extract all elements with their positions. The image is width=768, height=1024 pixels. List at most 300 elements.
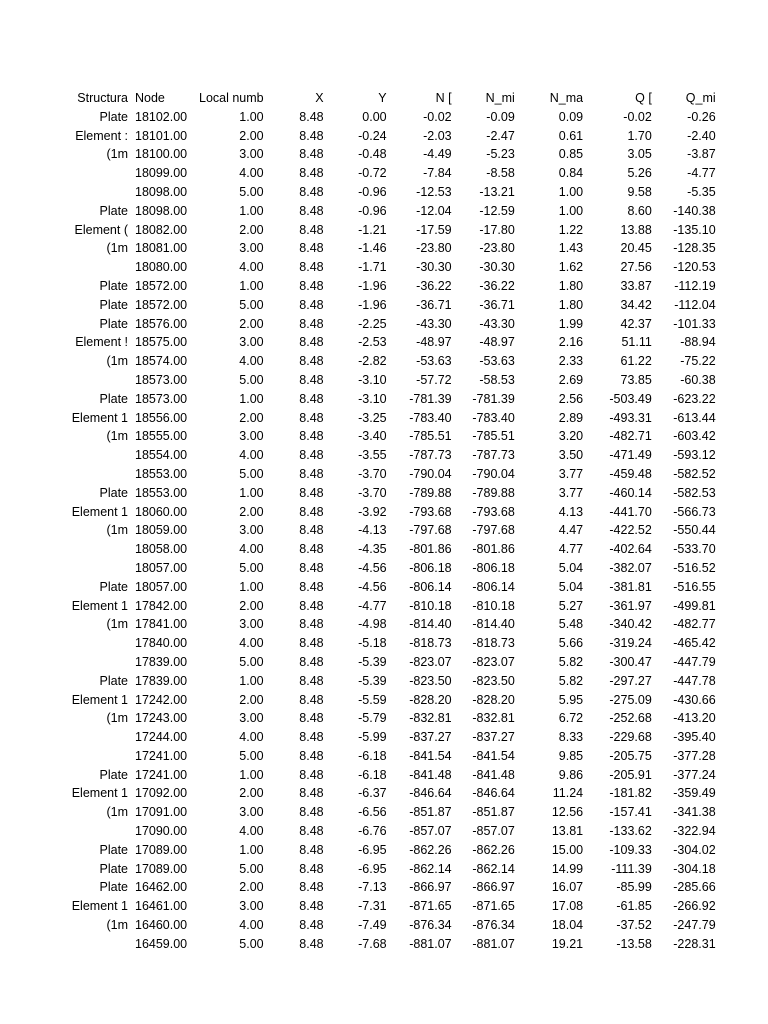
header-n-max[interactable]: N_ma: [549, 91, 584, 105]
q-min-cell[interactable]: -377.28: [673, 748, 716, 763]
q-min-cell[interactable]: -120.53: [673, 260, 716, 275]
n-max-cell[interactable]: 5.66: [558, 636, 584, 651]
n-max-cell[interactable]: 11.24: [552, 786, 584, 801]
local-number-cell[interactable]: 1.00: [239, 673, 264, 688]
structure-cell[interactable]: Plate: [99, 485, 128, 500]
local-number-cell[interactable]: 2.00: [239, 880, 264, 895]
q-min-cell[interactable]: -516.55: [673, 579, 716, 594]
x-cell[interactable]: 8.48: [299, 542, 324, 557]
y-cell[interactable]: -2.53: [358, 335, 387, 350]
n-min-cell[interactable]: -30.30: [479, 260, 515, 275]
x-cell[interactable]: 8.48: [299, 372, 324, 387]
n-cell[interactable]: -832.81: [409, 711, 452, 726]
n-max-cell[interactable]: 4.13: [558, 504, 584, 519]
node-cell[interactable]: 18098.00: [135, 184, 188, 199]
y-cell[interactable]: -6.76: [358, 824, 387, 839]
n-min-cell[interactable]: -5.23: [486, 147, 515, 162]
structure-cell[interactable]: [0, 935, 130, 954]
q-min-cell[interactable]: -4.77: [687, 166, 716, 181]
node-cell[interactable]: 18100.00: [135, 147, 188, 162]
y-cell[interactable]: -7.68: [358, 936, 387, 951]
n-max-cell[interactable]: 13.81: [551, 824, 584, 839]
n-min-cell[interactable]: -841.54: [472, 748, 515, 763]
n-min-cell[interactable]: -862.14: [472, 861, 515, 876]
structure-cell[interactable]: Plate: [99, 316, 128, 331]
n-cell[interactable]: -790.04: [409, 466, 452, 481]
n-min-cell[interactable]: -48.97: [479, 335, 515, 350]
structure-cell[interactable]: [0, 371, 130, 390]
header-q-min[interactable]: Q_mi: [685, 91, 716, 105]
x-cell[interactable]: 8.48: [299, 429, 324, 444]
x-cell[interactable]: 8.48: [299, 354, 324, 369]
n-min-cell[interactable]: -857.07: [472, 824, 515, 839]
n-max-cell[interactable]: 0.09: [558, 109, 584, 124]
local-number-cell[interactable]: 1.00: [239, 278, 264, 293]
node-cell[interactable]: 18554.00: [135, 448, 188, 463]
q-cell[interactable]: -205.75: [609, 748, 652, 763]
q-cell[interactable]: -205.91: [609, 767, 652, 782]
n-cell[interactable]: -841.54: [409, 748, 452, 763]
n-cell[interactable]: -17.59: [416, 222, 452, 237]
n-cell[interactable]: -862.26: [409, 842, 452, 857]
node-cell[interactable]: 17841.00: [135, 617, 188, 632]
n-cell[interactable]: -53.63: [416, 354, 452, 369]
n-cell[interactable]: -57.72: [416, 372, 452, 387]
structure-cell[interactable]: Element 1: [71, 786, 128, 801]
q-cell[interactable]: -297.27: [609, 673, 652, 688]
header-local-number[interactable]: Local numb: [199, 91, 264, 105]
node-cell[interactable]: 18101.00: [135, 128, 188, 143]
y-cell[interactable]: -7.13: [358, 880, 387, 895]
n-min-cell[interactable]: -0.09: [486, 109, 515, 124]
y-cell[interactable]: -2.82: [358, 354, 387, 369]
n-cell[interactable]: -876.34: [409, 918, 452, 933]
q-cell[interactable]: 9.58: [627, 184, 652, 199]
x-cell[interactable]: 8.48: [299, 711, 324, 726]
q-min-cell[interactable]: -135.10: [673, 222, 716, 237]
q-cell[interactable]: -181.82: [609, 786, 652, 801]
local-number-cell[interactable]: 4.00: [239, 448, 264, 463]
n-max-cell[interactable]: 15.00: [551, 842, 584, 857]
n-cell[interactable]: -12.04: [416, 203, 452, 218]
n-min-cell[interactable]: -13.21: [479, 184, 515, 199]
y-cell[interactable]: -4.98: [358, 617, 387, 632]
node-cell[interactable]: 18059.00: [135, 523, 188, 538]
node-cell[interactable]: 18057.00: [135, 560, 188, 575]
q-cell[interactable]: 42.37: [620, 316, 652, 331]
local-number-cell[interactable]: 4.00: [239, 730, 264, 745]
node-cell[interactable]: 18553.00: [135, 466, 188, 481]
n-max-cell[interactable]: 1.22: [558, 222, 584, 237]
y-cell[interactable]: -4.13: [358, 523, 387, 538]
q-cell[interactable]: -319.24: [609, 636, 652, 651]
n-min-cell[interactable]: -58.53: [479, 372, 515, 387]
n-max-cell[interactable]: 5.82: [558, 654, 584, 669]
q-min-cell[interactable]: -533.70: [673, 542, 716, 557]
q-min-cell[interactable]: -550.44: [673, 523, 716, 538]
q-min-cell[interactable]: -623.22: [673, 391, 716, 406]
n-min-cell[interactable]: -832.81: [472, 711, 515, 726]
n-cell[interactable]: -828.20: [409, 692, 452, 707]
local-number-cell[interactable]: 4.00: [239, 166, 264, 181]
x-cell[interactable]: 8.48: [299, 617, 324, 632]
n-min-cell[interactable]: -866.97: [472, 880, 515, 895]
y-cell[interactable]: -7.49: [358, 918, 387, 933]
node-cell[interactable]: 18572.00: [135, 278, 188, 293]
n-min-cell[interactable]: -783.40: [472, 410, 515, 425]
x-cell[interactable]: 8.48: [299, 203, 324, 218]
structure-cell[interactable]: [0, 822, 130, 841]
q-cell[interactable]: -340.42: [609, 617, 652, 632]
structure-cell[interactable]: Element :: [75, 128, 128, 143]
n-min-cell[interactable]: -781.39: [472, 391, 515, 406]
n-min-cell[interactable]: -36.22: [479, 278, 515, 293]
node-cell[interactable]: 18057.00: [135, 579, 188, 594]
n-max-cell[interactable]: 2.33: [558, 354, 584, 369]
node-cell[interactable]: 18576.00: [135, 316, 188, 331]
y-cell[interactable]: -3.55: [358, 448, 387, 463]
q-min-cell[interactable]: -285.66: [673, 880, 716, 895]
n-cell[interactable]: -781.39: [409, 391, 452, 406]
q-min-cell[interactable]: -516.52: [673, 560, 716, 575]
local-number-cell[interactable]: 2.00: [239, 786, 264, 801]
node-cell[interactable]: 18555.00: [135, 429, 188, 444]
node-cell[interactable]: 17089.00: [135, 861, 188, 876]
n-max-cell[interactable]: 5.82: [558, 673, 584, 688]
y-cell[interactable]: -3.70: [358, 485, 387, 500]
q-min-cell[interactable]: -593.12: [673, 448, 716, 463]
n-cell[interactable]: -801.86: [409, 542, 452, 557]
q-min-cell[interactable]: -566.73: [673, 504, 716, 519]
n-cell[interactable]: -806.14: [409, 579, 452, 594]
q-min-cell[interactable]: -60.38: [680, 372, 716, 387]
q-cell[interactable]: 8.60: [627, 203, 652, 218]
local-number-cell[interactable]: 1.00: [239, 767, 264, 782]
n-max-cell[interactable]: 16.07: [551, 880, 584, 895]
y-cell[interactable]: -4.56: [358, 560, 387, 575]
local-number-cell[interactable]: 3.00: [239, 523, 264, 538]
n-max-cell[interactable]: 3.77: [558, 485, 584, 500]
node-cell[interactable]: 18575.00: [135, 335, 188, 350]
n-min-cell[interactable]: -790.04: [472, 466, 515, 481]
structure-cell[interactable]: Element !: [75, 335, 128, 350]
y-cell[interactable]: -4.35: [358, 542, 387, 557]
y-cell[interactable]: -5.39: [358, 673, 387, 688]
q-min-cell[interactable]: -413.20: [673, 711, 716, 726]
node-cell[interactable]: 18573.00: [135, 391, 188, 406]
node-cell[interactable]: 18081.00: [135, 241, 188, 256]
n-min-cell[interactable]: -2.47: [486, 128, 515, 143]
x-cell[interactable]: 8.48: [299, 692, 324, 707]
n-min-cell[interactable]: -785.51: [472, 429, 515, 444]
local-number-cell[interactable]: 1.00: [239, 203, 264, 218]
n-max-cell[interactable]: 5.27: [558, 598, 584, 613]
n-min-cell[interactable]: -881.07: [472, 936, 515, 951]
q-min-cell[interactable]: -2.40: [687, 128, 716, 143]
q-min-cell[interactable]: -447.78: [673, 673, 716, 688]
structure-cell[interactable]: Plate: [99, 203, 128, 218]
q-cell[interactable]: -111.39: [611, 861, 652, 876]
y-cell[interactable]: -5.18: [358, 636, 387, 651]
local-number-cell[interactable]: 4.00: [239, 354, 264, 369]
x-cell[interactable]: 8.48: [299, 485, 324, 500]
y-cell[interactable]: -3.92: [358, 504, 387, 519]
n-cell[interactable]: -810.18: [409, 598, 452, 613]
q-min-cell[interactable]: -128.35: [673, 241, 716, 256]
q-min-cell[interactable]: -304.02: [673, 842, 716, 857]
q-cell[interactable]: -381.81: [609, 579, 652, 594]
n-max-cell[interactable]: 3.77: [558, 466, 584, 481]
node-cell[interactable]: 18058.00: [135, 542, 188, 557]
q-min-cell[interactable]: -465.42: [673, 636, 716, 651]
local-number-cell[interactable]: 1.00: [239, 109, 264, 124]
q-min-cell[interactable]: -430.66: [673, 692, 716, 707]
x-cell[interactable]: 8.48: [299, 260, 324, 275]
node-cell[interactable]: 17089.00: [135, 842, 188, 857]
y-cell[interactable]: -0.96: [358, 203, 387, 218]
local-number-cell[interactable]: 3.00: [239, 429, 264, 444]
x-cell[interactable]: 8.48: [299, 448, 324, 463]
node-cell[interactable]: 18553.00: [135, 485, 188, 500]
local-number-cell[interactable]: 4.00: [239, 824, 264, 839]
y-cell[interactable]: -7.31: [358, 899, 387, 914]
x-cell[interactable]: 8.48: [299, 504, 324, 519]
header-n[interactable]: N [: [435, 91, 452, 105]
structure-cell[interactable]: Plate: [99, 278, 128, 293]
local-number-cell[interactable]: 4.00: [239, 636, 264, 651]
n-max-cell[interactable]: 19.21: [551, 936, 584, 951]
structure-cell[interactable]: [0, 446, 130, 465]
y-cell[interactable]: -1.96: [358, 278, 387, 293]
node-cell[interactable]: 18102.00: [135, 109, 188, 124]
local-number-cell[interactable]: 2.00: [239, 222, 264, 237]
n-cell[interactable]: -23.80: [416, 241, 452, 256]
local-number-cell[interactable]: 5.00: [239, 372, 264, 387]
n-min-cell[interactable]: -837.27: [472, 730, 515, 745]
n-min-cell[interactable]: -823.07: [472, 654, 515, 669]
n-max-cell[interactable]: 1.00: [558, 184, 584, 199]
local-number-cell[interactable]: 3.00: [239, 241, 264, 256]
q-cell[interactable]: -459.48: [609, 466, 652, 481]
n-cell[interactable]: -837.27: [409, 730, 452, 745]
structure-cell[interactable]: Plate: [99, 297, 128, 312]
node-cell[interactable]: 18572.00: [135, 297, 188, 312]
q-min-cell[interactable]: -75.22: [680, 354, 716, 369]
local-number-cell[interactable]: 2.00: [239, 410, 264, 425]
node-cell[interactable]: 17839.00: [135, 654, 188, 669]
y-cell[interactable]: -5.79: [358, 711, 387, 726]
n-max-cell[interactable]: 9.85: [558, 748, 584, 763]
y-cell[interactable]: -1.71: [358, 260, 387, 275]
y-cell[interactable]: -3.10: [358, 391, 387, 406]
n-max-cell[interactable]: 14.99: [551, 861, 584, 876]
n-max-cell[interactable]: 1.99: [558, 316, 584, 331]
q-cell[interactable]: 33.87: [620, 278, 652, 293]
local-number-cell[interactable]: 3.00: [239, 617, 264, 632]
structure-cell[interactable]: [0, 164, 130, 183]
structure-cell[interactable]: Element 1: [71, 410, 128, 425]
q-min-cell[interactable]: -88.94: [680, 335, 716, 350]
n-min-cell[interactable]: -806.14: [472, 579, 515, 594]
local-number-cell[interactable]: 1.00: [239, 842, 264, 857]
y-cell[interactable]: -0.48: [358, 147, 387, 162]
q-cell[interactable]: -109.33: [609, 842, 652, 857]
header-n-min[interactable]: N_mi: [485, 91, 515, 105]
q-min-cell[interactable]: -0.26: [687, 109, 716, 124]
x-cell[interactable]: 8.48: [299, 222, 324, 237]
local-number-cell[interactable]: 2.00: [239, 316, 264, 331]
node-cell[interactable]: 17243.00: [135, 711, 188, 726]
x-cell[interactable]: 8.48: [299, 391, 324, 406]
header-q[interactable]: Q [: [635, 91, 652, 105]
n-max-cell[interactable]: 4.77: [558, 542, 584, 557]
q-cell[interactable]: 3.05: [627, 147, 652, 162]
local-number-cell[interactable]: 5.00: [239, 654, 264, 669]
n-min-cell[interactable]: -823.50: [472, 673, 515, 688]
q-cell[interactable]: -275.09: [609, 692, 652, 707]
y-cell[interactable]: -2.25: [358, 316, 387, 331]
x-cell[interactable]: 8.48: [299, 598, 324, 613]
local-number-cell[interactable]: 4.00: [239, 542, 264, 557]
n-min-cell[interactable]: -818.73: [472, 636, 515, 651]
x-cell[interactable]: 8.48: [299, 730, 324, 745]
n-max-cell[interactable]: 2.56: [558, 391, 584, 406]
q-cell[interactable]: 73.85: [620, 372, 652, 387]
n-max-cell[interactable]: 5.04: [558, 560, 584, 575]
n-max-cell[interactable]: 1.62: [558, 260, 584, 275]
n-cell[interactable]: -12.53: [416, 184, 452, 199]
n-max-cell[interactable]: 17.08: [551, 899, 584, 914]
x-cell[interactable]: 8.48: [299, 466, 324, 481]
q-cell[interactable]: 20.45: [620, 241, 652, 256]
n-cell[interactable]: -866.97: [409, 880, 452, 895]
y-cell[interactable]: -5.99: [358, 730, 387, 745]
n-min-cell[interactable]: -797.68: [472, 523, 515, 538]
q-min-cell[interactable]: -112.19: [674, 278, 716, 293]
local-number-cell[interactable]: 4.00: [239, 260, 264, 275]
structure-cell[interactable]: [0, 465, 130, 484]
node-cell[interactable]: 17241.00: [135, 767, 188, 782]
q-cell[interactable]: -13.58: [616, 936, 652, 951]
node-cell[interactable]: 17090.00: [135, 824, 188, 839]
node-cell[interactable]: 17092.00: [135, 786, 188, 801]
q-min-cell[interactable]: -499.81: [673, 598, 716, 613]
n-cell[interactable]: -7.84: [423, 166, 452, 181]
node-cell[interactable]: 18573.00: [135, 372, 188, 387]
structure-cell[interactable]: Plate: [99, 767, 128, 782]
x-cell[interactable]: 8.48: [299, 805, 324, 820]
n-cell[interactable]: -36.71: [416, 297, 452, 312]
n-max-cell[interactable]: 5.48: [558, 617, 584, 632]
n-max-cell[interactable]: 12.56: [551, 805, 584, 820]
q-cell[interactable]: -0.02: [623, 109, 652, 124]
n-min-cell[interactable]: -828.20: [472, 692, 515, 707]
n-min-cell[interactable]: -789.88: [472, 485, 515, 500]
x-cell[interactable]: 8.48: [299, 241, 324, 256]
node-cell[interactable]: 17242.00: [135, 692, 188, 707]
y-cell[interactable]: -3.70: [358, 466, 387, 481]
y-cell[interactable]: -4.77: [358, 598, 387, 613]
local-number-cell[interactable]: 4.00: [239, 918, 264, 933]
q-cell[interactable]: -361.97: [609, 598, 652, 613]
x-cell[interactable]: 8.48: [299, 560, 324, 575]
n-cell[interactable]: -0.02: [423, 109, 452, 124]
n-cell[interactable]: -846.64: [409, 786, 452, 801]
q-cell[interactable]: -460.14: [609, 485, 652, 500]
local-number-cell[interactable]: 5.00: [239, 184, 264, 199]
x-cell[interactable]: 8.48: [299, 147, 324, 162]
node-cell[interactable]: 18080.00: [135, 260, 188, 275]
q-cell[interactable]: -61.85: [616, 899, 652, 914]
n-max-cell[interactable]: 5.04: [558, 579, 584, 594]
local-number-cell[interactable]: 1.00: [239, 391, 264, 406]
local-number-cell[interactable]: 2.00: [239, 598, 264, 613]
n-max-cell[interactable]: 2.69: [558, 372, 584, 387]
node-cell[interactable]: 16462.00: [135, 880, 188, 895]
header-node[interactable]: Node: [135, 91, 165, 105]
y-cell[interactable]: -6.18: [358, 748, 387, 763]
n-min-cell[interactable]: -871.65: [472, 899, 515, 914]
x-cell[interactable]: 8.48: [299, 824, 324, 839]
structure-cell[interactable]: (1m: [106, 918, 128, 933]
x-cell[interactable]: 8.48: [299, 786, 324, 801]
x-cell[interactable]: 8.48: [299, 316, 324, 331]
q-min-cell[interactable]: -5.35: [687, 184, 716, 199]
n-cell[interactable]: -793.68: [409, 504, 452, 519]
x-cell[interactable]: 8.48: [299, 410, 324, 425]
n-min-cell[interactable]: -806.18: [472, 560, 515, 575]
x-cell[interactable]: 8.48: [299, 297, 324, 312]
n-max-cell[interactable]: 18.04: [551, 918, 584, 933]
x-cell[interactable]: 8.48: [299, 579, 324, 594]
q-min-cell[interactable]: -112.04: [674, 297, 716, 312]
q-cell[interactable]: -252.68: [609, 711, 652, 726]
node-cell[interactable]: 18082.00: [135, 222, 188, 237]
y-cell[interactable]: -4.56: [358, 579, 387, 594]
n-min-cell[interactable]: -12.59: [479, 203, 515, 218]
q-min-cell[interactable]: -359.49: [673, 786, 716, 801]
n-cell[interactable]: -2.03: [423, 128, 452, 143]
y-cell[interactable]: -1.96: [358, 297, 387, 312]
n-cell[interactable]: -851.87: [409, 805, 452, 820]
structure-cell[interactable]: [0, 728, 130, 747]
n-min-cell[interactable]: -801.86: [472, 542, 515, 557]
local-number-cell[interactable]: 3.00: [239, 335, 264, 350]
n-min-cell[interactable]: -17.80: [479, 222, 515, 237]
n-max-cell[interactable]: 1.80: [558, 278, 584, 293]
n-cell[interactable]: -857.07: [409, 824, 452, 839]
q-min-cell[interactable]: -247.79: [673, 918, 716, 933]
q-min-cell[interactable]: -582.52: [673, 466, 716, 481]
y-cell[interactable]: -5.59: [358, 692, 387, 707]
structure-cell[interactable]: [0, 747, 130, 766]
structure-cell[interactable]: (1m: [106, 617, 128, 632]
structure-cell[interactable]: Element 1: [71, 504, 128, 519]
node-cell[interactable]: 17839.00: [135, 673, 188, 688]
n-cell[interactable]: -789.88: [409, 485, 452, 500]
local-number-cell[interactable]: 2.00: [239, 128, 264, 143]
node-cell[interactable]: 18060.00: [135, 504, 188, 519]
n-cell[interactable]: -806.18: [409, 560, 452, 575]
n-max-cell[interactable]: 9.86: [558, 767, 584, 782]
x-cell[interactable]: 8.48: [299, 880, 324, 895]
structure-cell[interactable]: [0, 559, 130, 578]
q-cell[interactable]: 5.26: [627, 166, 652, 181]
y-cell[interactable]: 0.00: [362, 109, 387, 124]
n-cell[interactable]: -783.40: [409, 410, 452, 425]
n-min-cell[interactable]: -36.71: [479, 297, 515, 312]
structure-cell[interactable]: Element 1: [71, 899, 128, 914]
